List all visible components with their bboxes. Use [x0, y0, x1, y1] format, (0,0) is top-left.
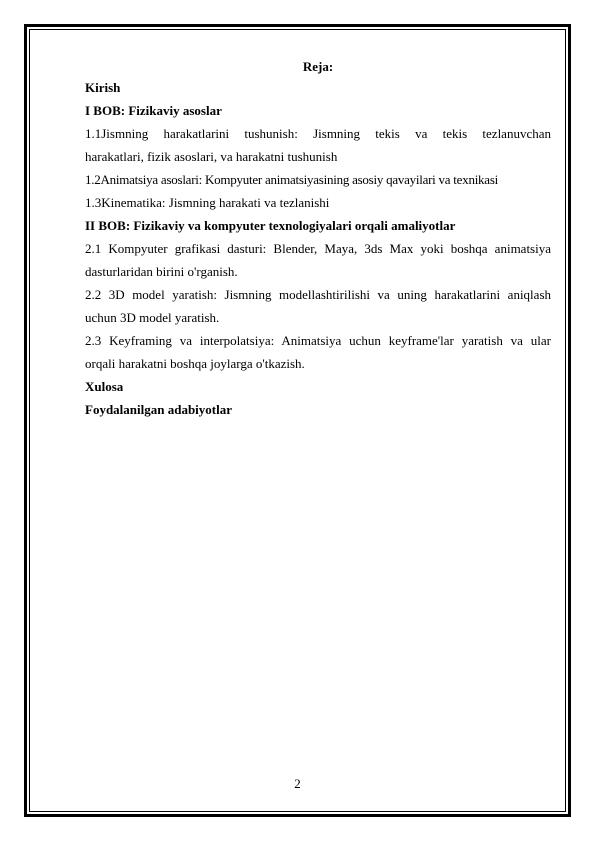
toc-item-2-1-line1: 2.1 Kompyuter grafikasi dasturi: Blender, Maya, 3ds Max yoki boshqa animatsiya: [85, 241, 551, 256]
toc-chapter-2-heading: II BOB: Fizikaviy va kompyuter texnologiyalari orqali amaliyotlar: [85, 218, 456, 233]
toc-adabiyotlar: Foydalanilgan adabiyotlar: [85, 402, 232, 417]
toc-item-1-1-line1: 1.1Jismning harakatlarini tushunish: Jismning tekis va tekis tezlanuvchan: [85, 126, 551, 141]
table-of-contents: [85, 58, 551, 421]
page-number: 2: [294, 776, 301, 791]
toc-item-1-3: 1.3Kinematika: Jismning harakati va tezlanishi: [85, 195, 330, 210]
toc-item-2-1-line2: dasturlaridan birini o'rganish.: [85, 264, 238, 279]
toc-item-1-1-line2: harakatlari, fizik asoslari, va harakatni tushunish: [85, 149, 338, 164]
page-title: Reja:: [302, 59, 334, 74]
toc-item-2-2-line1: 2.2 3D model yaratish: Jismning modellashtirilishi va uning harakatlarini aniqlash: [85, 287, 551, 302]
toc-item-2-3-line1: 2.3 Keyframing va interpolatsiya: Animatsiya uchun keyframe'lar yaratish va ular: [85, 333, 551, 348]
toc-item-2-2: [85, 283, 551, 329]
toc-item-2-2-line2: uchun 3D model yaratish.: [85, 310, 220, 325]
toc-item-2-3-line2: orqali harakatni boshqa joylarga o'tkazish.: [85, 356, 305, 371]
toc-item-1-1: [85, 122, 551, 168]
toc-kirish: Kirish: [85, 80, 121, 95]
toc-chapter-1-heading: I BOB: Fizikaviy asoslar: [85, 103, 222, 118]
toc-xulosa: Xulosa: [85, 379, 124, 394]
toc-item-2-3: [85, 329, 551, 375]
toc-item-1-2: 1.2Animatsiya asoslari: Kompyuter animatsiyasining asosiy qavayilari va texnikasi: [85, 172, 498, 187]
toc-item-2-1: [85, 237, 551, 283]
